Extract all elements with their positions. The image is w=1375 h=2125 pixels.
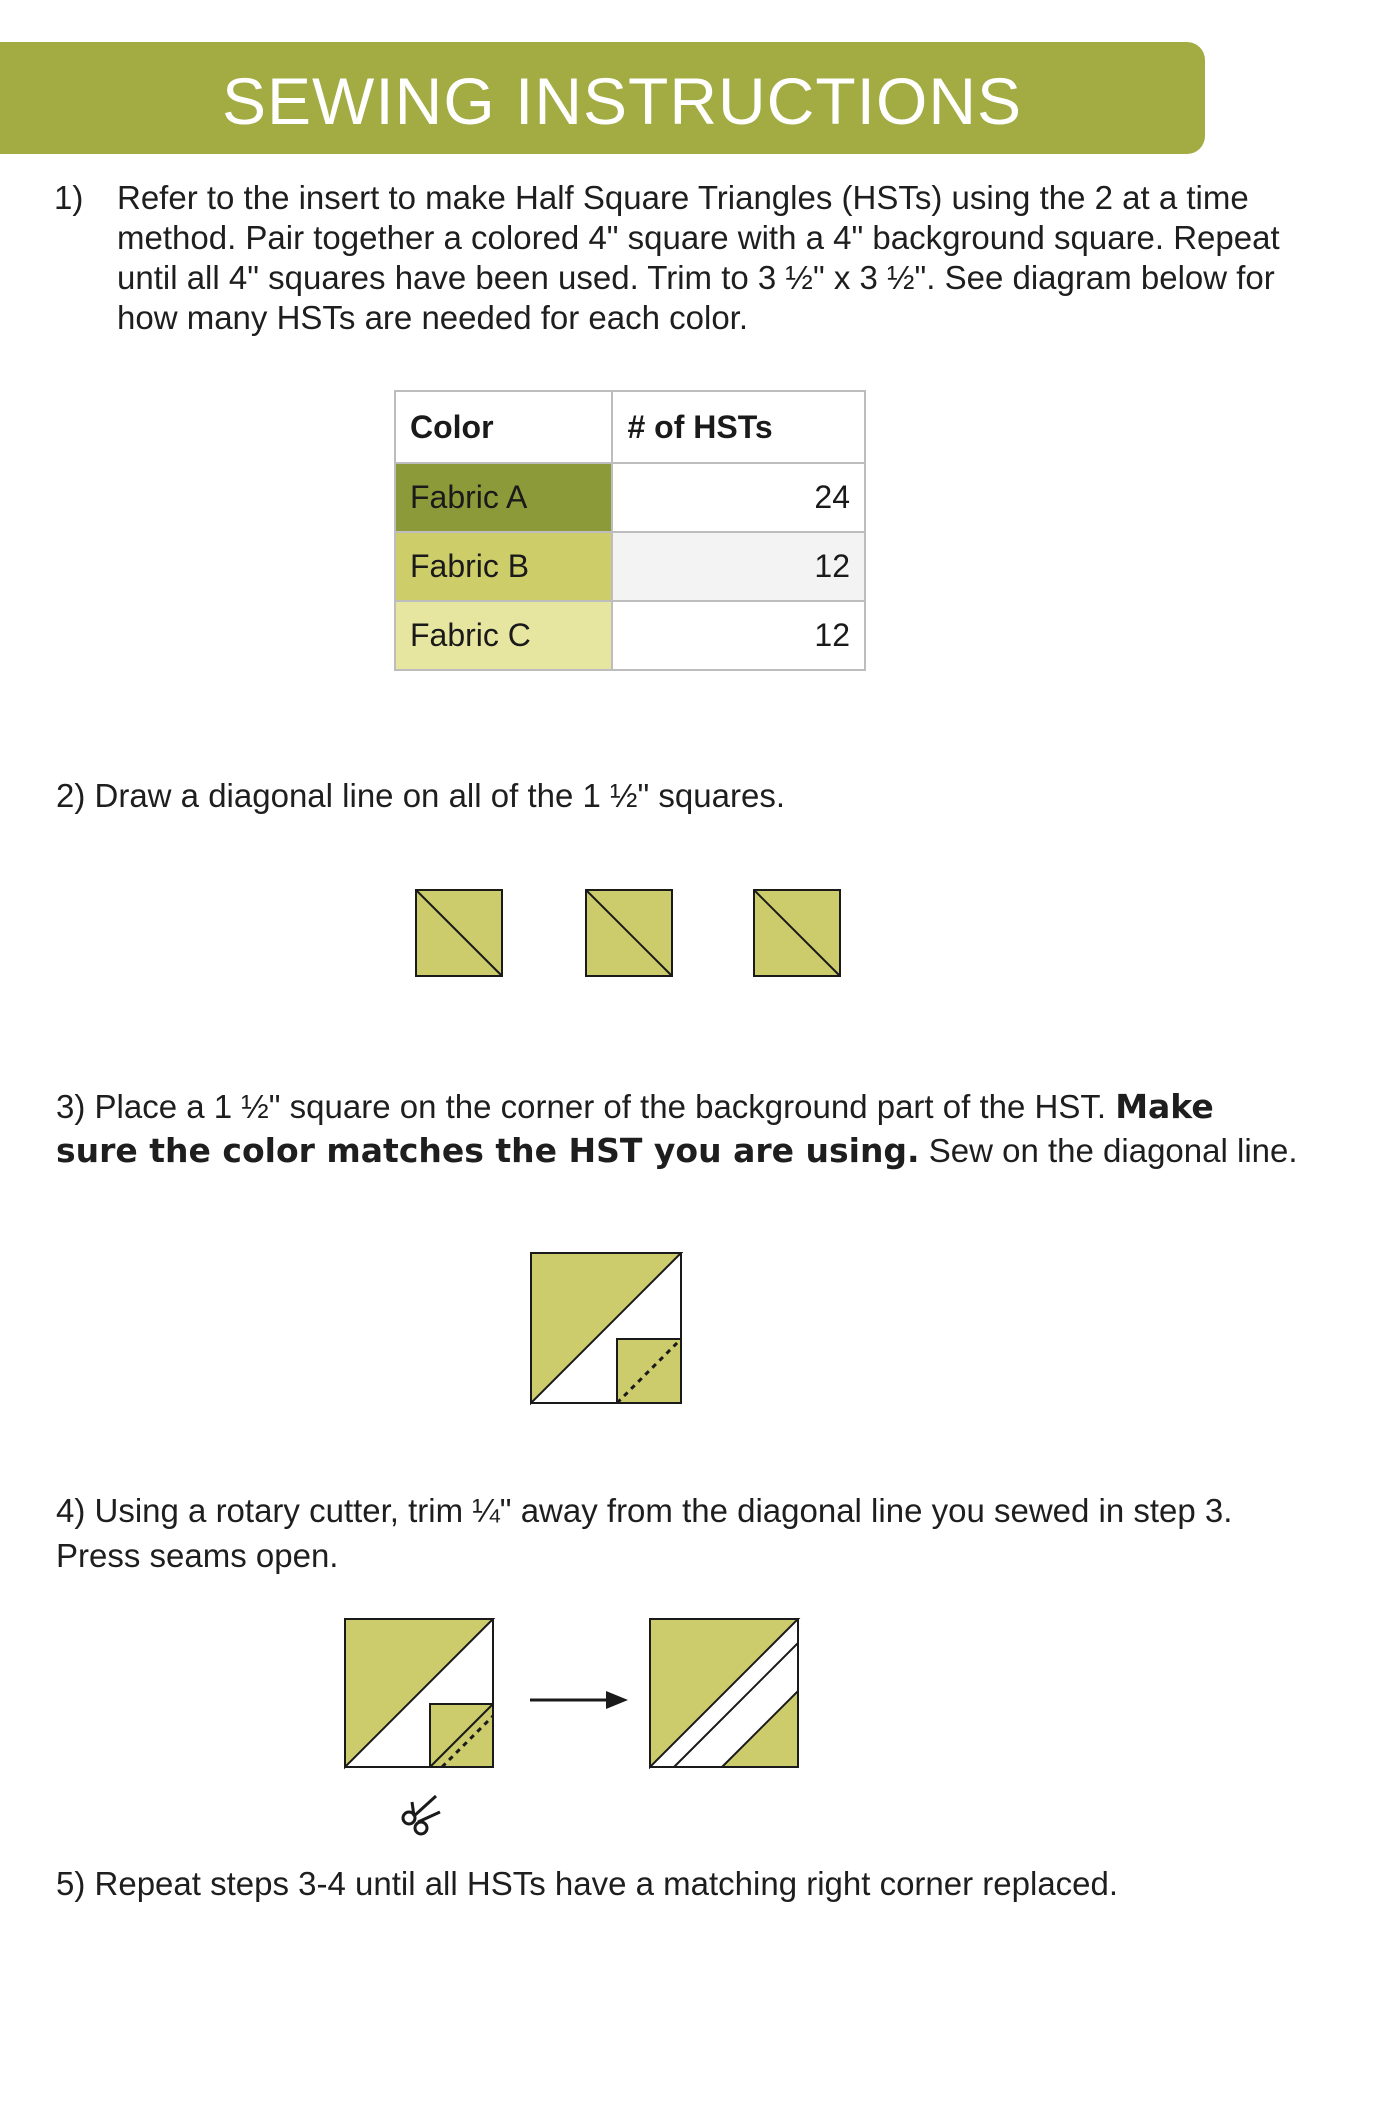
scissors-icon [403, 1796, 440, 1834]
trim-figure [344, 1618, 814, 1850]
square-diagonal-icon [416, 890, 502, 976]
table-row [395, 601, 865, 670]
table-header-row [395, 391, 865, 463]
fabric-c-count: 12 [612, 601, 865, 670]
square-diagonal-icon [586, 890, 672, 976]
step-3-text [56, 1085, 1306, 1173]
page-title: SEWING INSTRUCTIONS [222, 64, 1023, 138]
hst-corner-icon [531, 1253, 681, 1403]
arrow-right-icon [530, 1691, 628, 1709]
step-1-text: Refer to the insert to make Half Square Triangles (HSTs) using the 2 at a time method. Pair together a colored 4" square with a 4" background square. Repeat until all 4" squares have been used. Trim to 3 ½" x 3 ½". See diagram below for how many HSTs are needed for each color. [117, 179, 1280, 336]
fabric-c-cell: Fabric C [395, 601, 612, 670]
step-5-text: 5) Repeat steps 3-4 until all HSTs have a matching right corner replaced. [56, 1865, 1119, 1902]
step-2-text: 2) Draw a diagonal line on all of the 1 ½" squares. [56, 777, 785, 814]
hst-corner-figure [530, 1252, 682, 1404]
step-4-text: 4) Using a rotary cutter, trim ¼" away from the diagonal line you sewed in step 3. Press seams open. [56, 1492, 1233, 1574]
step-1-number: 1) [54, 179, 84, 216]
step-3-text-end: Sew on the diagonal line. [919, 1132, 1298, 1169]
fabric-a-count: 24 [612, 463, 865, 532]
header-banner [0, 42, 1205, 154]
hst-corner-icon [345, 1619, 493, 1767]
hst-table [394, 390, 866, 671]
header-count: # of HSTs [612, 391, 865, 463]
small-squares-figure [414, 888, 844, 978]
fabric-a-cell: Fabric A [395, 463, 612, 532]
table-row [395, 532, 865, 601]
square-diagonal-icon [754, 890, 840, 976]
header-color: Color [395, 391, 612, 463]
table-row [395, 463, 865, 532]
step-3-text-start: 3) Place a 1 ½" square on the corner of the background part of the HST. [56, 1088, 1116, 1125]
hst-result-icon [650, 1619, 798, 1767]
step-3-emphasis: Make sure the color matches the HST you are using. [56, 1087, 1214, 1170]
fabric-b-cell: Fabric B [395, 532, 612, 601]
fabric-b-count: 12 [612, 532, 865, 601]
